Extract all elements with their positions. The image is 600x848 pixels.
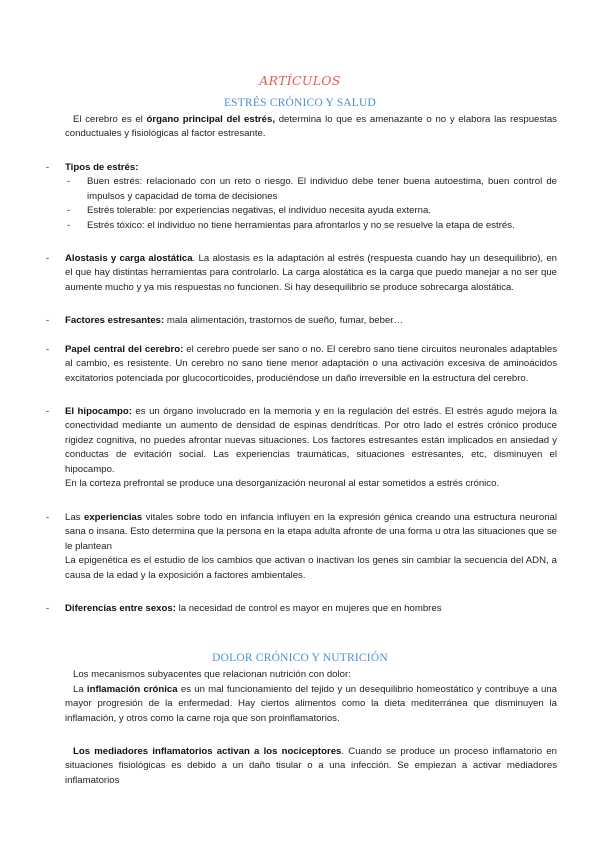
bullet-papel — [46, 343, 557, 386]
dolor-intro: Los mecanismos subyacentes que relacionan nutrición con dolor: — [73, 669, 351, 680]
experiencias-paragraph-2: La epigenética es el estudio de los cambios que activan o inactivan los genes sin cambiar la secuencia del ADN, a causa de la edad y la exposición a factores ambientales. — [65, 555, 557, 581]
bullet-dash: - — [46, 512, 50, 523]
dolor-inflamacion-paragraph — [65, 683, 557, 726]
bullet-dash: - — [46, 253, 50, 264]
bullet-tipos — [46, 161, 557, 233]
document-title: ARTÍCULOS — [259, 73, 341, 88]
sub-dash: - — [67, 219, 71, 231]
experiencias-paragraph — [65, 511, 557, 554]
factores-text: mala alimentación, trastornos de sueño, fumar, beber… — [164, 315, 404, 326]
diferencias-text: la necesidad de control es mayor en mujeres que en hombres — [175, 603, 442, 614]
experiencias-pre: Las — [65, 512, 85, 523]
experiencias-heading: experiencias — [84, 512, 143, 523]
diferencias-heading: Diferencias entre sexos: — [65, 603, 176, 614]
bullet-factores — [46, 314, 557, 328]
inflamacion-cronica-bold: inflamación crónica — [86, 684, 178, 695]
intro-text-2: determina lo que es amenazante o no y elabora las respuestas conductuales y fisiológicas al factor estresante. — [65, 114, 557, 140]
alostasis-text: . La alostasis es la adaptación al estrés (respuesta cuando hay un desequilibrio), en el que hay distintas herramientas para controlarlo. La carga alostática es la carga que puedo manejar a no ser que aumente mucho y ya mis respuestas no funcionen. Si hay desequilibrio se produce sobrecarga alostática. — [65, 253, 557, 293]
bullet-hipocampo — [46, 405, 557, 491]
factores-heading: Factores estresantes: — [65, 315, 165, 326]
sub-dash: - — [67, 205, 71, 217]
papel-text: el cerebro puede ser sano o no. El cerebro sano tiene circuitos neuronales adaptables al cambio, es resistente. Un cerebro no sano tiene menor adaptación o una activación excesiva de aminoácidos excitatorios potenciada por glucocorticoides, produciéndose un daño irreversible en la estructura del cerebro. — [65, 344, 557, 384]
hipocampo-paragraph — [65, 405, 557, 477]
dolor-p2-text: es un mal funcionamiento del tejido y un desequilibrio homeostático y contribuye a una mayor progresión de la enfermedad. Hay ciertos alimentos como la dieta mediterránea que disminuyen la inflamación, y otros como la carne roja que son proinflamatorios. — [65, 684, 557, 724]
bullet-dash: - — [46, 315, 50, 326]
sub-item-estres-tolerable — [65, 204, 557, 218]
tipos-heading: Tipos de estrés: — [65, 162, 139, 173]
hipocampo-paragraph-2: En la corteza prefrontal se produce una desorganización neuronal al estar sometidos a estrés crónico. — [65, 478, 500, 490]
alostasis-heading: Alostasis y carga alostática — [65, 253, 193, 264]
experiencias-text: vitales sobre todo en infancia influyen en la expresión génica creando una estructura neuronal sana o insana. Esto determina que la persona en la etapa adulta afronte de una forma u otra las situaciones que se le plantean — [65, 512, 557, 552]
sub-dash: - — [67, 176, 71, 188]
hipocampo-text: es un órgano involucrado en la memoria y en la regulación del estrés. El estrés agudo mejora la conectividad mediante un aumento de densidad de espinas dendríticas. Por otro lado el estrés crónico produce rigidez cognitiva, no puedes afrontar nuevas situaciones. Los factores estresantes están implicados en ansiedad y conductas de evitación social. Las experiencias traumáticas, situaciones estresantes, etc, disminuyen el hipocampo. — [65, 406, 557, 475]
section-title-dolor: DOLOR CRÓNICO Y NUTRICIÓN — [212, 652, 388, 664]
bullet-dash: - — [46, 603, 50, 614]
bullet-dash: - — [46, 406, 50, 417]
mediadores-bold: Los mediadores inflamatorios activan a los nociceptores — [73, 746, 342, 757]
hipocampo-heading: El hipocampo: — [65, 406, 132, 417]
bullet-experiencias — [46, 511, 557, 583]
sub-item-text: Estrés tolerable: por experiencias negativas, el individuo necesita ayuda externa. — [87, 205, 431, 217]
papel-heading: Papel central del cerebro: — [65, 344, 184, 355]
bullet-dash: - — [46, 162, 50, 173]
dolor-p2-pre: La — [73, 684, 87, 695]
sub-item-text: Estrés tóxico: el individuo no tiene herramientas para afrontarlos y no se resuelve la etapa de estrés. — [87, 219, 515, 231]
dolor-mediadores-paragraph — [65, 745, 557, 788]
intro-paragraph — [65, 113, 557, 142]
section-title-estres: ESTRÉS CRÓNICO Y SALUD — [223, 97, 377, 109]
intro-bold: órgano principal del estrés, — [146, 114, 275, 125]
sub-item-text: Buen estrés: relacionado con un reto o riesgo. El individuo debe tener buena autoestima, buen control de impulsos y capacidad de toma de decisiones — [87, 176, 557, 202]
bullet-alostasis — [46, 252, 557, 295]
sub-item-estres-toxico — [65, 219, 557, 233]
sub-item-buen-estres — [65, 175, 557, 204]
intro-text-1: El cerebro es el — [73, 114, 147, 125]
dolor-p3-text: . Cuando se produce un proceso inflamatorio en situaciones fisiológicas es debido a un daño tisular o a una infección. Se empiezan a activar mediadores inflamatorios — [65, 746, 557, 786]
bullet-dash: - — [46, 344, 50, 355]
bullet-diferencias — [46, 602, 557, 616]
